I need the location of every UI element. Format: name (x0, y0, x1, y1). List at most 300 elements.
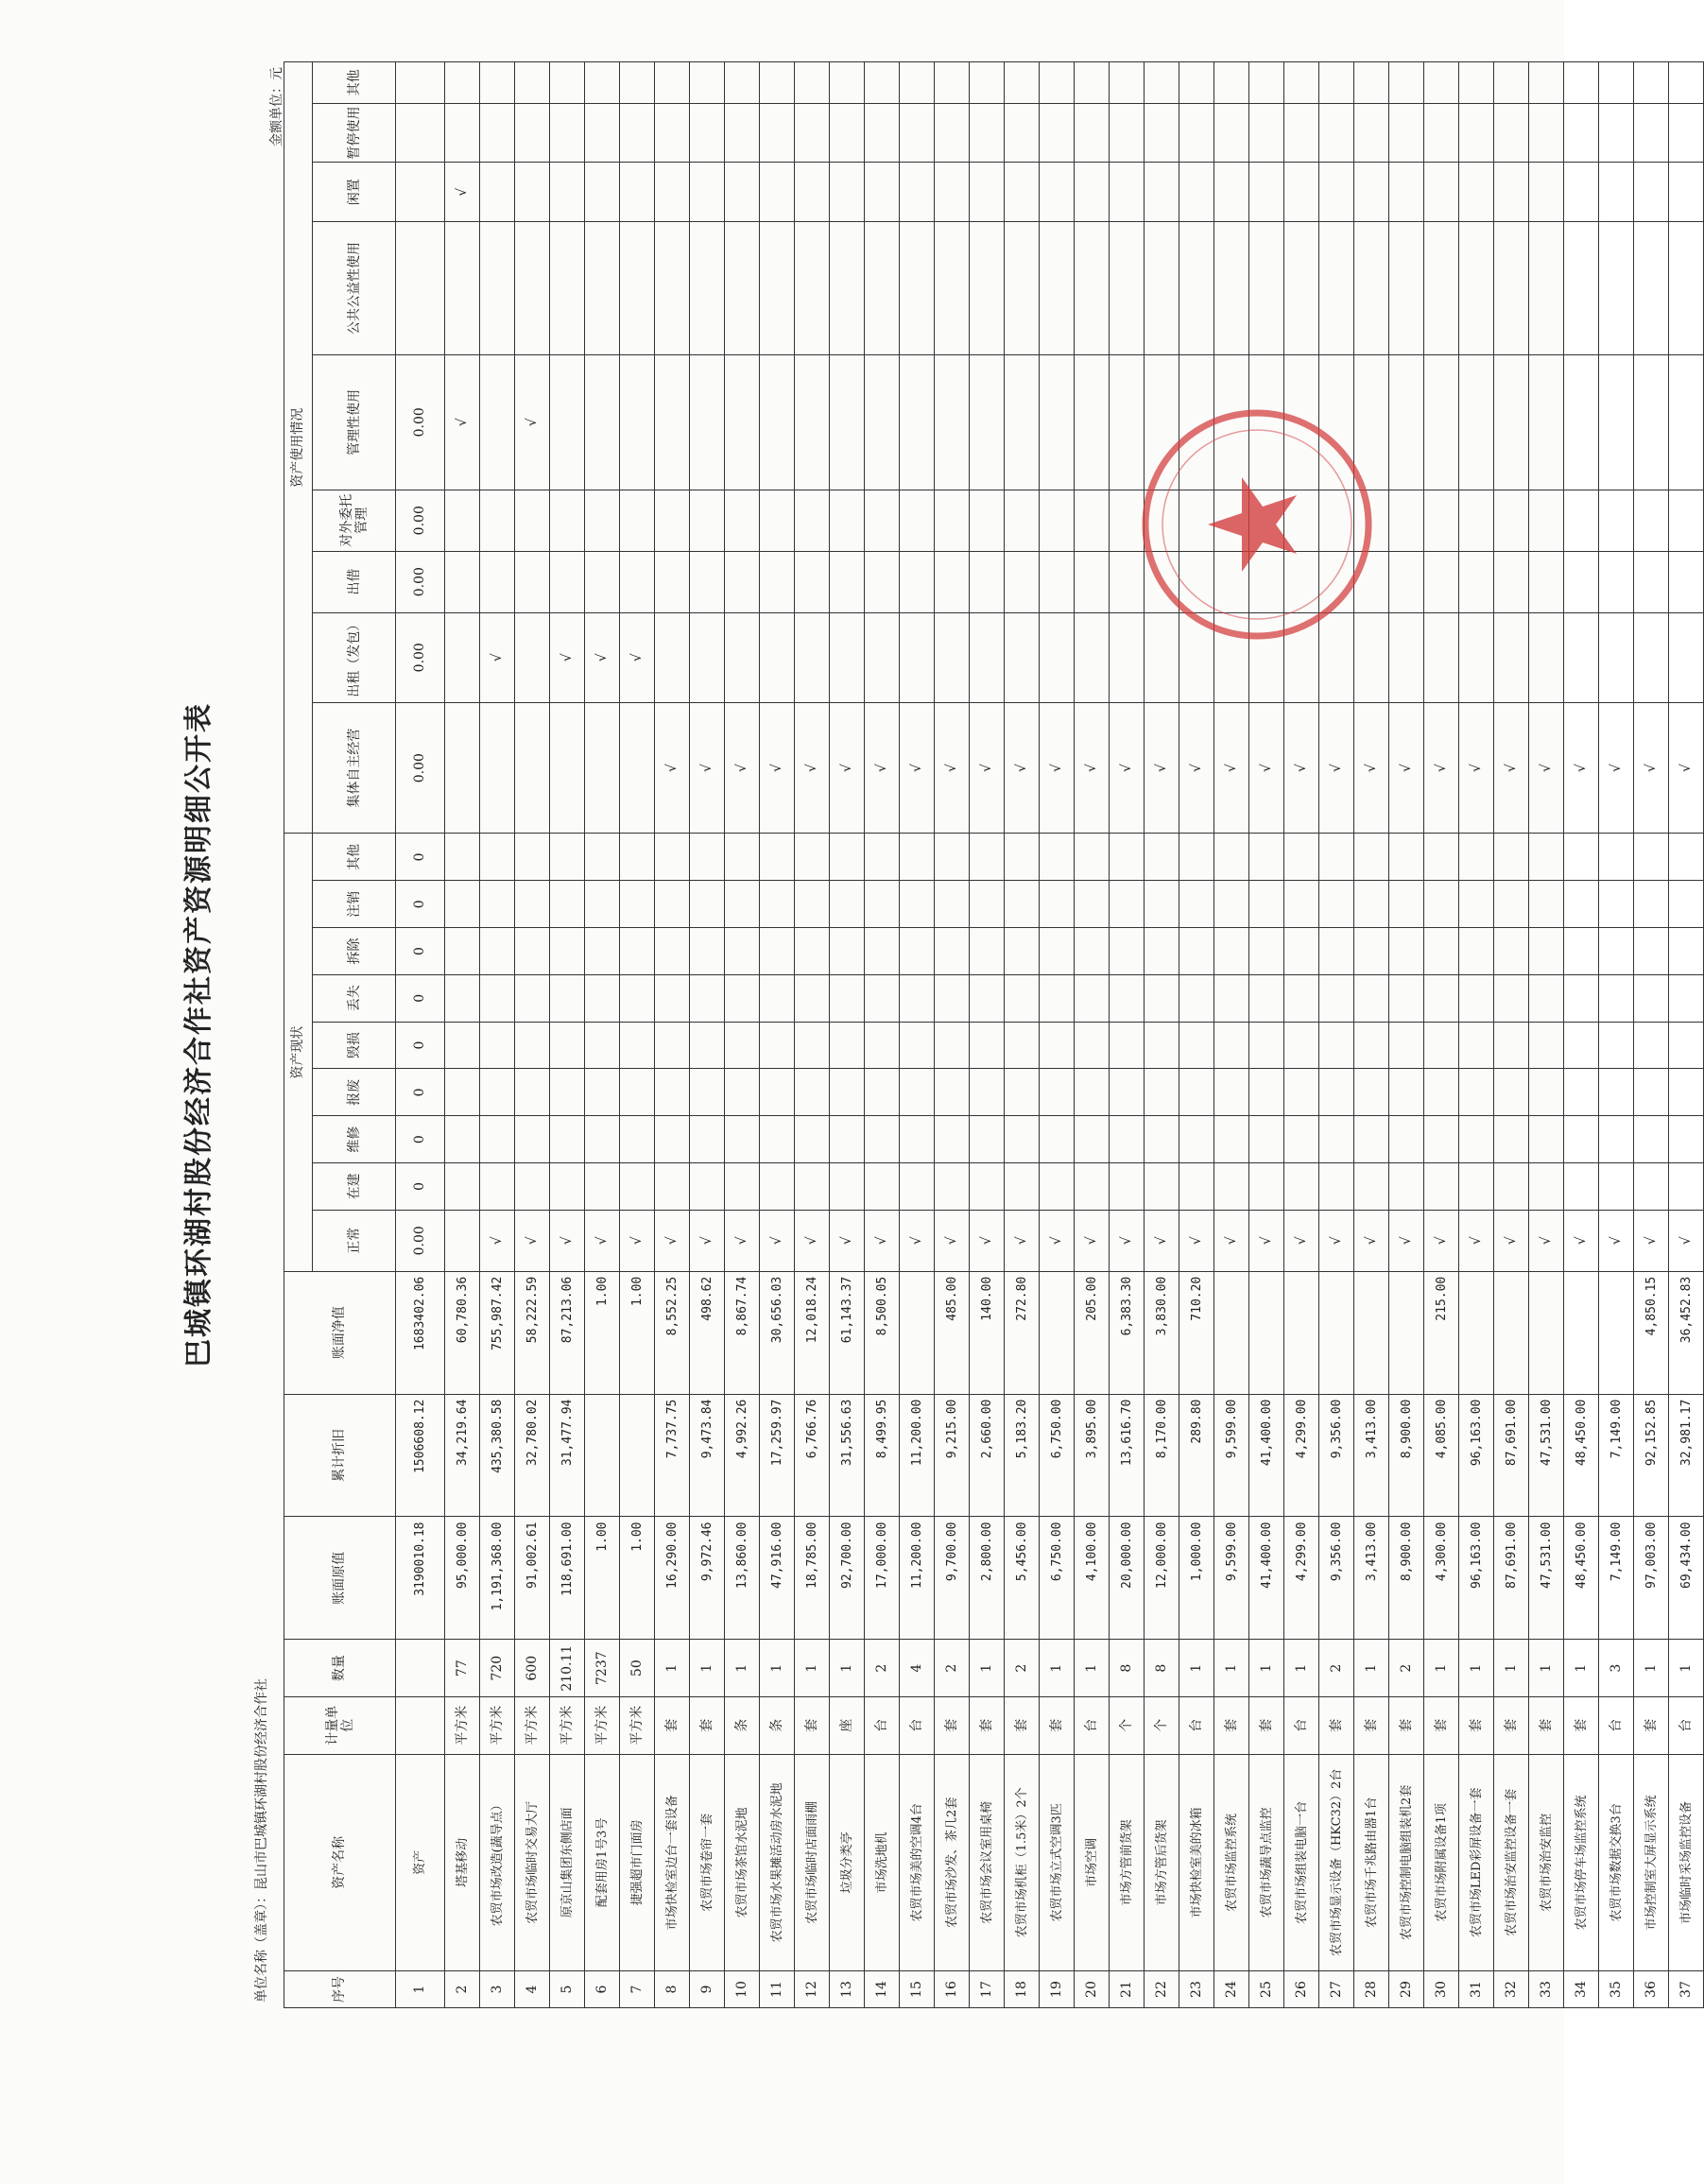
cell-usage-7 (1075, 103, 1110, 163)
cell-status-0: √ (1459, 1210, 1494, 1271)
cell-dep: 9,215.00 (935, 1394, 970, 1517)
cell-status-1 (515, 1163, 550, 1211)
cell-status-3 (830, 1069, 865, 1116)
cell-usage-2 (480, 551, 515, 612)
cell-usage-3 (760, 490, 795, 551)
cell-usage-6 (830, 163, 865, 222)
cell-orig: 97,003.00 (1634, 1517, 1669, 1640)
cell-usage-0 (445, 702, 480, 834)
cell-qty: 2 (1319, 1640, 1354, 1697)
cell-qty: 1 (1040, 1640, 1075, 1697)
cell-seq: 9 (690, 1971, 725, 2008)
cell-status-1 (690, 1163, 725, 1211)
cell-seq: 22 (1145, 1971, 1179, 2008)
cell-orig: 5,456.00 (1005, 1517, 1040, 1640)
usage-header-5: 公共公益性使用 (313, 222, 396, 355)
cell-usage-1 (1354, 612, 1389, 702)
cell-status-0: √ (1354, 1210, 1389, 1271)
cell-usage-4 (1110, 354, 1145, 490)
cell-usage-1: √ (550, 612, 585, 702)
table-row (725, 62, 760, 2008)
cell-seq: 28 (1354, 1971, 1389, 2008)
cell-name: 农贸市场数据交换3台 (1599, 1754, 1634, 1970)
table-row (690, 62, 725, 2008)
cell-usage-4 (1284, 354, 1319, 490)
cell-usage-2 (725, 551, 760, 612)
cell-status-2 (1529, 1116, 1564, 1163)
cell-status-1 (725, 1163, 760, 1211)
status-header-6: 拆除 (313, 928, 396, 975)
cell-unit: 套 (1354, 1696, 1389, 1754)
cell-usage-6 (1040, 163, 1075, 222)
cell-dep: 1506608.12 (396, 1394, 445, 1517)
cell-usage-0: √ (690, 702, 725, 834)
cell-status-7 (445, 881, 480, 928)
cell-usage-7 (1564, 103, 1599, 163)
cell-usage-4 (1564, 354, 1599, 490)
cell-status-6 (1040, 928, 1075, 975)
cell-status-8 (1354, 834, 1389, 881)
cell-seq: 19 (1040, 1971, 1075, 2008)
cell-seq: 25 (1249, 1971, 1284, 2008)
cell-status-6 (1424, 928, 1459, 975)
cell-usage-6 (1179, 163, 1214, 222)
table-row (585, 62, 620, 2008)
cell-usage-2 (1214, 551, 1249, 612)
cell-status-8 (1634, 834, 1669, 881)
cell-status-5 (445, 974, 480, 1022)
cell-status-4 (1110, 1022, 1145, 1069)
cell-usage-7 (480, 103, 515, 163)
cell-status-5 (515, 974, 550, 1022)
cell-usage-8 (515, 62, 550, 104)
cell-status-4 (1145, 1022, 1179, 1069)
cell-qty: 210.11 (550, 1640, 585, 1697)
cell-status-5 (1424, 974, 1459, 1022)
table-row (1005, 62, 1040, 2008)
cell-status-6 (480, 928, 515, 975)
cell-usage-5 (1040, 222, 1075, 355)
cell-name: 市场方管后货架 (1145, 1754, 1179, 1970)
cell-usage-5 (970, 222, 1005, 355)
cell-usage-1 (900, 612, 935, 702)
cell-usage-6 (1389, 163, 1424, 222)
cell-status-0: √ (1669, 1210, 1704, 1271)
table-row (865, 62, 900, 2008)
cell-status-6 (1319, 928, 1354, 975)
cell-net (1459, 1271, 1494, 1394)
cell-qty: 8 (1110, 1640, 1145, 1697)
cell-qty: 2 (1005, 1640, 1040, 1697)
table-row (1249, 62, 1284, 2008)
cell-status-0: √ (1564, 1210, 1599, 1271)
cell-usage-8 (1075, 62, 1110, 104)
cell-net (1249, 1271, 1284, 1394)
cell-usage-7 (690, 103, 725, 163)
cell-usage-3 (865, 490, 900, 551)
cell-usage-8 (1179, 62, 1214, 104)
cell-usage-6 (585, 163, 620, 222)
cell-dep: 8,499.95 (865, 1394, 900, 1517)
cell-status-3 (1529, 1069, 1564, 1116)
cell-status-2 (1424, 1116, 1459, 1163)
cell-name: 资产 (396, 1754, 445, 1970)
cell-status-4 (1075, 1022, 1110, 1069)
cell-usage-4 (1075, 354, 1110, 490)
cell-usage-0: √ (1214, 702, 1249, 834)
cell-unit: 套 (1214, 1696, 1249, 1754)
cell-usage-2 (1040, 551, 1075, 612)
cell-status-3 (1389, 1069, 1424, 1116)
cell-status-1 (1214, 1163, 1249, 1211)
cell-status-8 (1599, 834, 1634, 881)
cell-status-8 (760, 834, 795, 881)
cell-status-3 (620, 1069, 655, 1116)
cell-usage-2 (795, 551, 830, 612)
cell-status-0: √ (585, 1210, 620, 1271)
cell-usage-5 (1669, 222, 1704, 355)
cell-usage-5 (1249, 222, 1284, 355)
cell-status-4 (445, 1022, 480, 1069)
cell-status-7 (515, 881, 550, 928)
cell-status-6 (1389, 928, 1424, 975)
table-row (795, 62, 830, 2008)
cell-usage-6 (1634, 163, 1669, 222)
cell-usage-5 (1005, 222, 1040, 355)
cell-status-6 (1599, 928, 1634, 975)
cell-status-2 (1249, 1116, 1284, 1163)
cell-usage-4 (1249, 354, 1284, 490)
cell-usage-7 (1599, 103, 1634, 163)
cell-qty: 1 (1669, 1640, 1704, 1697)
cell-usage-6 (1354, 163, 1389, 222)
cell-usage-2 (1249, 551, 1284, 612)
cell-usage-0: √ (1669, 702, 1704, 834)
cell-status-4 (655, 1022, 690, 1069)
cell-status-7 (1284, 881, 1319, 928)
cell-status-8 (1669, 834, 1704, 881)
cell-usage-3 (480, 490, 515, 551)
cell-orig: 3190010.18 (396, 1517, 445, 1640)
cell-dep: 8,170.00 (1145, 1394, 1179, 1517)
cell-net: 4,850.15 (1634, 1271, 1669, 1394)
cell-net: 498.62 (690, 1271, 725, 1394)
cell-status-5 (1075, 974, 1110, 1022)
cell-status-3 (970, 1069, 1005, 1116)
cell-status-5 (1005, 974, 1040, 1022)
cell-usage-3 (445, 490, 480, 551)
cell-usage-8 (1599, 62, 1634, 104)
cell-usage-8 (655, 62, 690, 104)
cell-status-8 (795, 834, 830, 881)
cell-usage-5 (1319, 222, 1354, 355)
cell-usage-4 (1214, 354, 1249, 490)
cell-net (1564, 1271, 1599, 1394)
cell-name: 农贸市场机柜（1.5米）2个 (1005, 1754, 1040, 1970)
cell-name: 市场临时采场监控设备 (1669, 1754, 1704, 1970)
cell-usage-4 (1494, 354, 1529, 490)
usage-header-7: 暂停使用 (313, 103, 396, 163)
cell-status-5 (1145, 974, 1179, 1022)
cell-status-6 (865, 928, 900, 975)
cell-orig: 69,434.00 (1669, 1517, 1704, 1640)
cell-usage-8 (480, 62, 515, 104)
cell-status-4 (585, 1022, 620, 1069)
cell-unit: 台 (865, 1696, 900, 1754)
cell-unit: 台 (1284, 1696, 1319, 1754)
cell-usage-8 (1459, 62, 1494, 104)
cell-status-6 (830, 928, 865, 975)
cell-status-1 (1145, 1163, 1179, 1211)
cell-net (1319, 1271, 1354, 1394)
cell-status-1 (760, 1163, 795, 1211)
cell-seq: 18 (1005, 1971, 1040, 2008)
cell-qty (396, 1640, 445, 1697)
cell-unit: 台 (1599, 1696, 1634, 1754)
cell-usage-0: √ (1634, 702, 1669, 834)
cell-usage-1: √ (585, 612, 620, 702)
cell-usage-3 (655, 490, 690, 551)
cell-usage-1 (865, 612, 900, 702)
cell-net: 1.00 (585, 1271, 620, 1394)
cell-usage-5 (1494, 222, 1529, 355)
cell-usage-3 (1075, 490, 1110, 551)
cell-status-0: √ (515, 1210, 550, 1271)
cell-usage-2 (1634, 551, 1669, 612)
cell-status-3 (515, 1069, 550, 1116)
cell-usage-2 (620, 551, 655, 612)
cell-usage-1 (1040, 612, 1075, 702)
cell-usage-3 (1319, 490, 1354, 551)
cell-usage-0 (515, 702, 550, 834)
cell-usage-8 (620, 62, 655, 104)
usage-header-3: 对外委托管理 (313, 490, 396, 551)
cell-usage-7 (830, 103, 865, 163)
cell-qty: 1 (1459, 1640, 1494, 1697)
cell-usage-0: √ (1110, 702, 1145, 834)
cell-dep: 3,413.00 (1354, 1394, 1389, 1517)
cell-status-1 (900, 1163, 935, 1211)
cell-usage-2 (1424, 551, 1459, 612)
cell-usage-5 (1389, 222, 1424, 355)
cell-usage-6 (550, 163, 585, 222)
cell-status-1 (1075, 1163, 1110, 1211)
cell-status-3 (1564, 1069, 1599, 1116)
cell-dep: 87,691.00 (1494, 1394, 1529, 1517)
cell-status-5 (1354, 974, 1389, 1022)
cell-status-6 (970, 928, 1005, 975)
cell-usage-0: √ (1319, 702, 1354, 834)
cell-unit: 套 (1494, 1696, 1529, 1754)
cell-usage-1 (1669, 612, 1704, 702)
cell-status-0: √ (1529, 1210, 1564, 1271)
cell-status-8 (1110, 834, 1145, 881)
cell-usage-5 (1529, 222, 1564, 355)
cell-status-7 (1564, 881, 1599, 928)
cell-status-3 (865, 1069, 900, 1116)
cell-usage-6 (1075, 163, 1110, 222)
cell-status-5 (1529, 974, 1564, 1022)
cell-usage-1: 0.00 (396, 612, 445, 702)
cell-status-1 (550, 1163, 585, 1211)
cell-status-5 (1110, 974, 1145, 1022)
cell-orig: 17,000.00 (865, 1517, 900, 1640)
cell-net (1354, 1271, 1389, 1394)
cell-status-6 (1564, 928, 1599, 975)
cell-status-3 (480, 1069, 515, 1116)
cell-status-7 (480, 881, 515, 928)
status-header-3: 报废 (313, 1069, 396, 1116)
cell-status-2 (515, 1116, 550, 1163)
cell-usage-5 (396, 222, 445, 355)
cell-name: 农贸市场美的空调4台 (900, 1754, 935, 1970)
cell-orig: 1.00 (585, 1517, 620, 1640)
cell-usage-2 (1075, 551, 1110, 612)
cell-status-5 (655, 974, 690, 1022)
cell-status-5 (1249, 974, 1284, 1022)
cell-status-5 (1669, 974, 1704, 1022)
cell-status-5: 0 (396, 974, 445, 1022)
cell-unit: 平方米 (445, 1696, 480, 1754)
cell-status-3 (1599, 1069, 1634, 1116)
cell-orig: 6,750.00 (1040, 1517, 1075, 1640)
cell-unit: 个 (1110, 1696, 1145, 1754)
cell-status-8 (1319, 834, 1354, 881)
cell-seq: 21 (1110, 1971, 1145, 2008)
cell-usage-0: √ (1599, 702, 1634, 834)
cell-usage-1 (760, 612, 795, 702)
cell-usage-7 (585, 103, 620, 163)
cell-usage-3 (1669, 490, 1704, 551)
cell-name: 农贸市场停车场监控系统 (1564, 1754, 1599, 1970)
cell-usage-8 (1389, 62, 1424, 104)
cell-status-1 (1249, 1163, 1284, 1211)
table-row (445, 62, 480, 2008)
cell-qty: 8 (1145, 1640, 1179, 1697)
cell-status-4 (1599, 1022, 1634, 1069)
cell-usage-2 (515, 551, 550, 612)
cell-usage-4: √ (445, 354, 480, 490)
cell-status-6 (935, 928, 970, 975)
cell-net (1389, 1271, 1424, 1394)
cell-name: 农贸市场附属设备1项 (1424, 1754, 1459, 1970)
cell-usage-0: √ (760, 702, 795, 834)
cell-usage-5 (865, 222, 900, 355)
cell-usage-3 (900, 490, 935, 551)
cell-status-0 (445, 1210, 480, 1271)
cell-usage-8 (830, 62, 865, 104)
cell-unit: 套 (1564, 1696, 1599, 1754)
cell-usage-7 (445, 103, 480, 163)
cell-usage-3 (830, 490, 865, 551)
cell-qty: 1 (655, 1640, 690, 1697)
cell-usage-4 (865, 354, 900, 490)
cell-dep: 9,473.84 (690, 1394, 725, 1517)
cell-seq: 31 (1459, 1971, 1494, 2008)
cell-status-0: √ (865, 1210, 900, 1271)
cell-usage-8 (900, 62, 935, 104)
cell-usage-5 (1599, 222, 1634, 355)
cell-usage-0: √ (830, 702, 865, 834)
cell-status-3 (760, 1069, 795, 1116)
cell-name: 市场方管前货架 (1110, 1754, 1145, 1970)
cell-qty: 1 (1424, 1640, 1459, 1697)
usage-header-4: 管理性使用 (313, 354, 396, 490)
cell-usage-5 (760, 222, 795, 355)
cell-status-1 (1389, 1163, 1424, 1211)
cell-usage-2 (865, 551, 900, 612)
cell-status-6 (620, 928, 655, 975)
orig-header: 账面原值 (284, 1517, 396, 1640)
cell-status-8 (445, 834, 480, 881)
cell-usage-4 (900, 354, 935, 490)
cell-name: 农贸市场会议室用桌椅 (970, 1754, 1005, 1970)
cell-net (1040, 1271, 1075, 1394)
cell-status-2: 0 (396, 1116, 445, 1163)
cell-usage-6 (1249, 163, 1284, 222)
cell-status-6 (725, 928, 760, 975)
cell-status-7 (1459, 881, 1494, 928)
cell-status-4 (1040, 1022, 1075, 1069)
cell-status-6 (585, 928, 620, 975)
cell-dep: 4,085.00 (1424, 1394, 1459, 1517)
cell-usage-3 (1110, 490, 1145, 551)
cell-usage-3 (620, 490, 655, 551)
cell-status-4 (550, 1022, 585, 1069)
cell-usage-4 (1669, 354, 1704, 490)
cell-unit: 平方米 (480, 1696, 515, 1754)
cell-dep: 47,531.00 (1529, 1394, 1564, 1517)
cell-status-3 (690, 1069, 725, 1116)
cell-status-1 (620, 1163, 655, 1211)
cell-status-6 (445, 928, 480, 975)
cell-usage-2 (935, 551, 970, 612)
cell-status-6 (1459, 928, 1494, 975)
table-row (1494, 62, 1529, 2008)
cell-usage-7 (1214, 103, 1249, 163)
cell-usage-7 (1669, 103, 1704, 163)
cell-status-1 (1669, 1163, 1704, 1211)
cell-orig: 91,002.61 (515, 1517, 550, 1640)
cell-net: 6,383.30 (1110, 1271, 1145, 1394)
cell-status-7 (1249, 881, 1284, 928)
cell-usage-1 (1284, 612, 1319, 702)
cell-status-4 (1494, 1022, 1529, 1069)
cell-status-0: √ (795, 1210, 830, 1271)
status-group-header: 资产现状 (284, 834, 313, 1271)
cell-usage-1: √ (620, 612, 655, 702)
cell-usage-0 (585, 702, 620, 834)
cell-usage-0: √ (1354, 702, 1389, 834)
cell-status-2 (550, 1116, 585, 1163)
cell-usage-5 (1354, 222, 1389, 355)
cell-status-7 (1599, 881, 1634, 928)
cell-status-8 (725, 834, 760, 881)
cell-usage-3 (795, 490, 830, 551)
table-row (1110, 62, 1145, 2008)
cell-usage-6 (1319, 163, 1354, 222)
cell-usage-2 (1145, 551, 1179, 612)
cell-usage-8 (760, 62, 795, 104)
cell-name: 农贸市场显示设备（HKC32）2台 (1319, 1754, 1354, 1970)
cell-status-4 (1459, 1022, 1494, 1069)
cell-status-8 (970, 834, 1005, 881)
cell-status-4 (795, 1022, 830, 1069)
cell-usage-3 (1005, 490, 1040, 551)
cell-usage-6 (1599, 163, 1634, 222)
cell-seq: 13 (830, 1971, 865, 2008)
cell-usage-8 (935, 62, 970, 104)
